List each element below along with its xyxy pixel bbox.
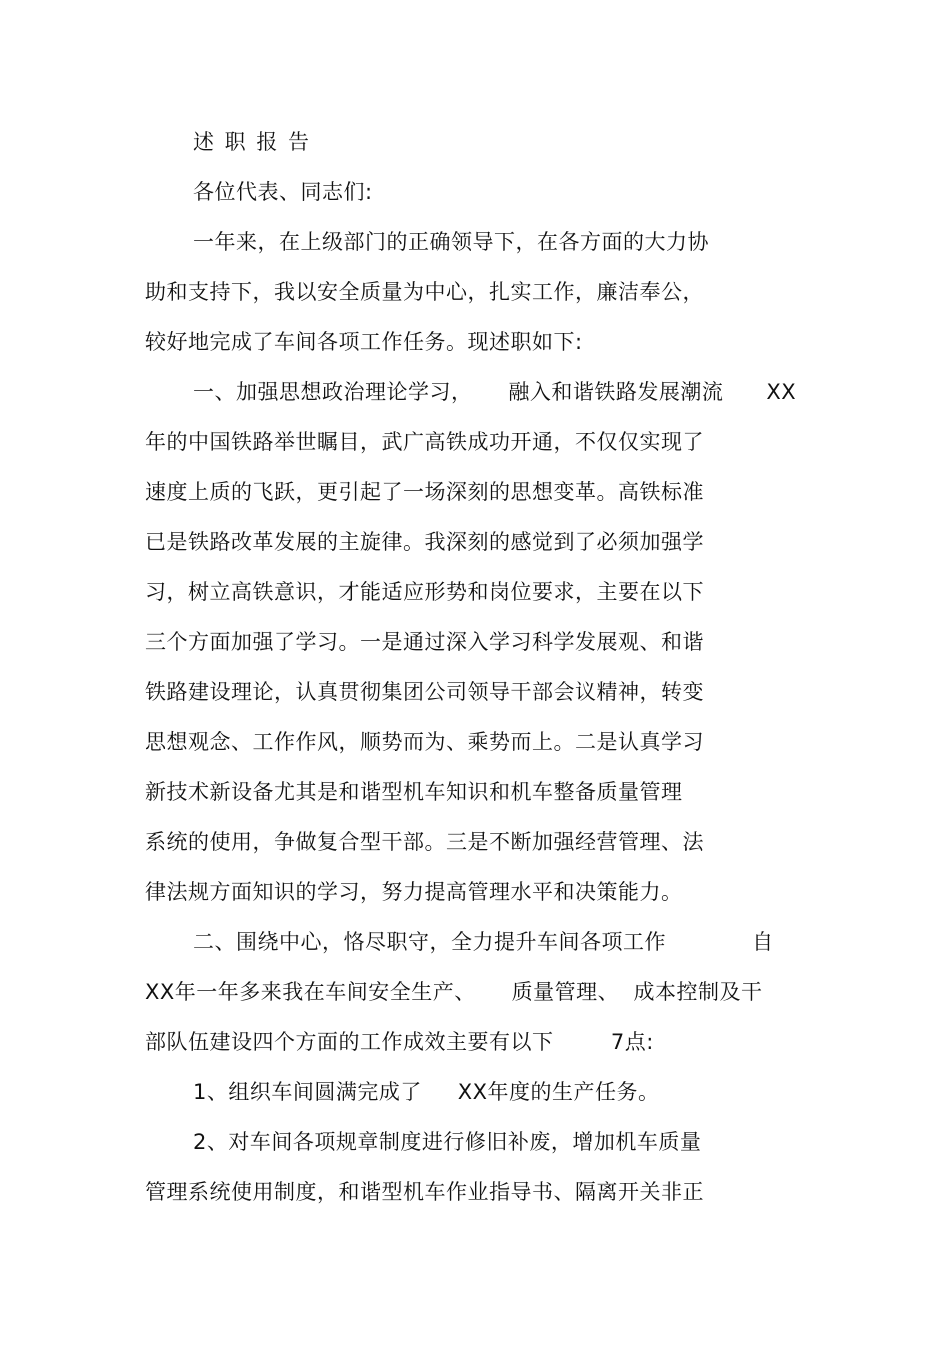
list-item-line: 2、对车间各项规章制度进行修旧补废，增加机车质量 (193, 1130, 702, 1154)
paragraph-line: 习，树立高铁意识，才能适应形势和岗位要求，主要在以下 (145, 580, 704, 604)
paragraph-line: 部队伍建设四个方面的工作成效主要有以下 7点: (145, 1030, 654, 1054)
paragraph-line: 速度上质的飞跃，更引起了一场深刻的思想变革。高铁标准 (145, 480, 704, 504)
paragraph-line: 律法规方面知识的学习，努力提高管理水平和决策能力。 (145, 880, 683, 904)
document-title: 述 职 报 告 (193, 130, 312, 154)
section-heading-line: 一、加强思想政治理论学习， 融入和谐铁路发展潮流 XX (193, 380, 797, 404)
paragraph-line: XX年一年多来我在车间安全生产、 质量管理、 成本控制及干 (145, 980, 763, 1004)
paragraph-line: 一年来，在上级部门的正确领导下，在各方面的大力协 (193, 230, 709, 254)
paragraph-line: 已是铁路改革发展的主旋律。我深刻的感觉到了必须加强学 (145, 530, 704, 554)
paragraph-line: 新技术新设备尤其是和谐型机车知识和机车整备质量管理 (145, 780, 683, 804)
salutation-line: 各位代表、同志们: (193, 180, 373, 204)
paragraph-line: 思想观念、工作作风，顺势而为、乘势而上。二是认真学习 (145, 730, 704, 754)
section-heading-line: 二、围绕中心，恪尽职守，全力提升车间各项工作 自 (193, 930, 774, 954)
paragraph-line: 三个方面加强了学习。一是通过深入学习科学发展观、和谐 (145, 630, 704, 654)
paragraph-line: 年的中国铁路举世瞩目，武广高铁成功开通，不仅仅实现了 (145, 430, 704, 454)
paragraph-line: 助和支持下，我以安全质量为中心，扎实工作，廉洁奉公， (145, 280, 704, 304)
paragraph-line: 管理系统使用制度，和谐型机车作业指导书、隔离开关非正 (145, 1180, 704, 1204)
paragraph-line: 较好地完成了车间各项工作任务。现述职如下: (145, 330, 583, 354)
list-item-line: 1、组织车间圆满完成了 XX年度的生产任务。 (193, 1080, 660, 1104)
paragraph-line: 铁路建设理论，认真贯彻集团公司领导干部会议精神，转变 (145, 680, 704, 704)
paragraph-line: 系统的使用，争做复合型干部。三是不断加强经营管理、法 (145, 830, 704, 854)
